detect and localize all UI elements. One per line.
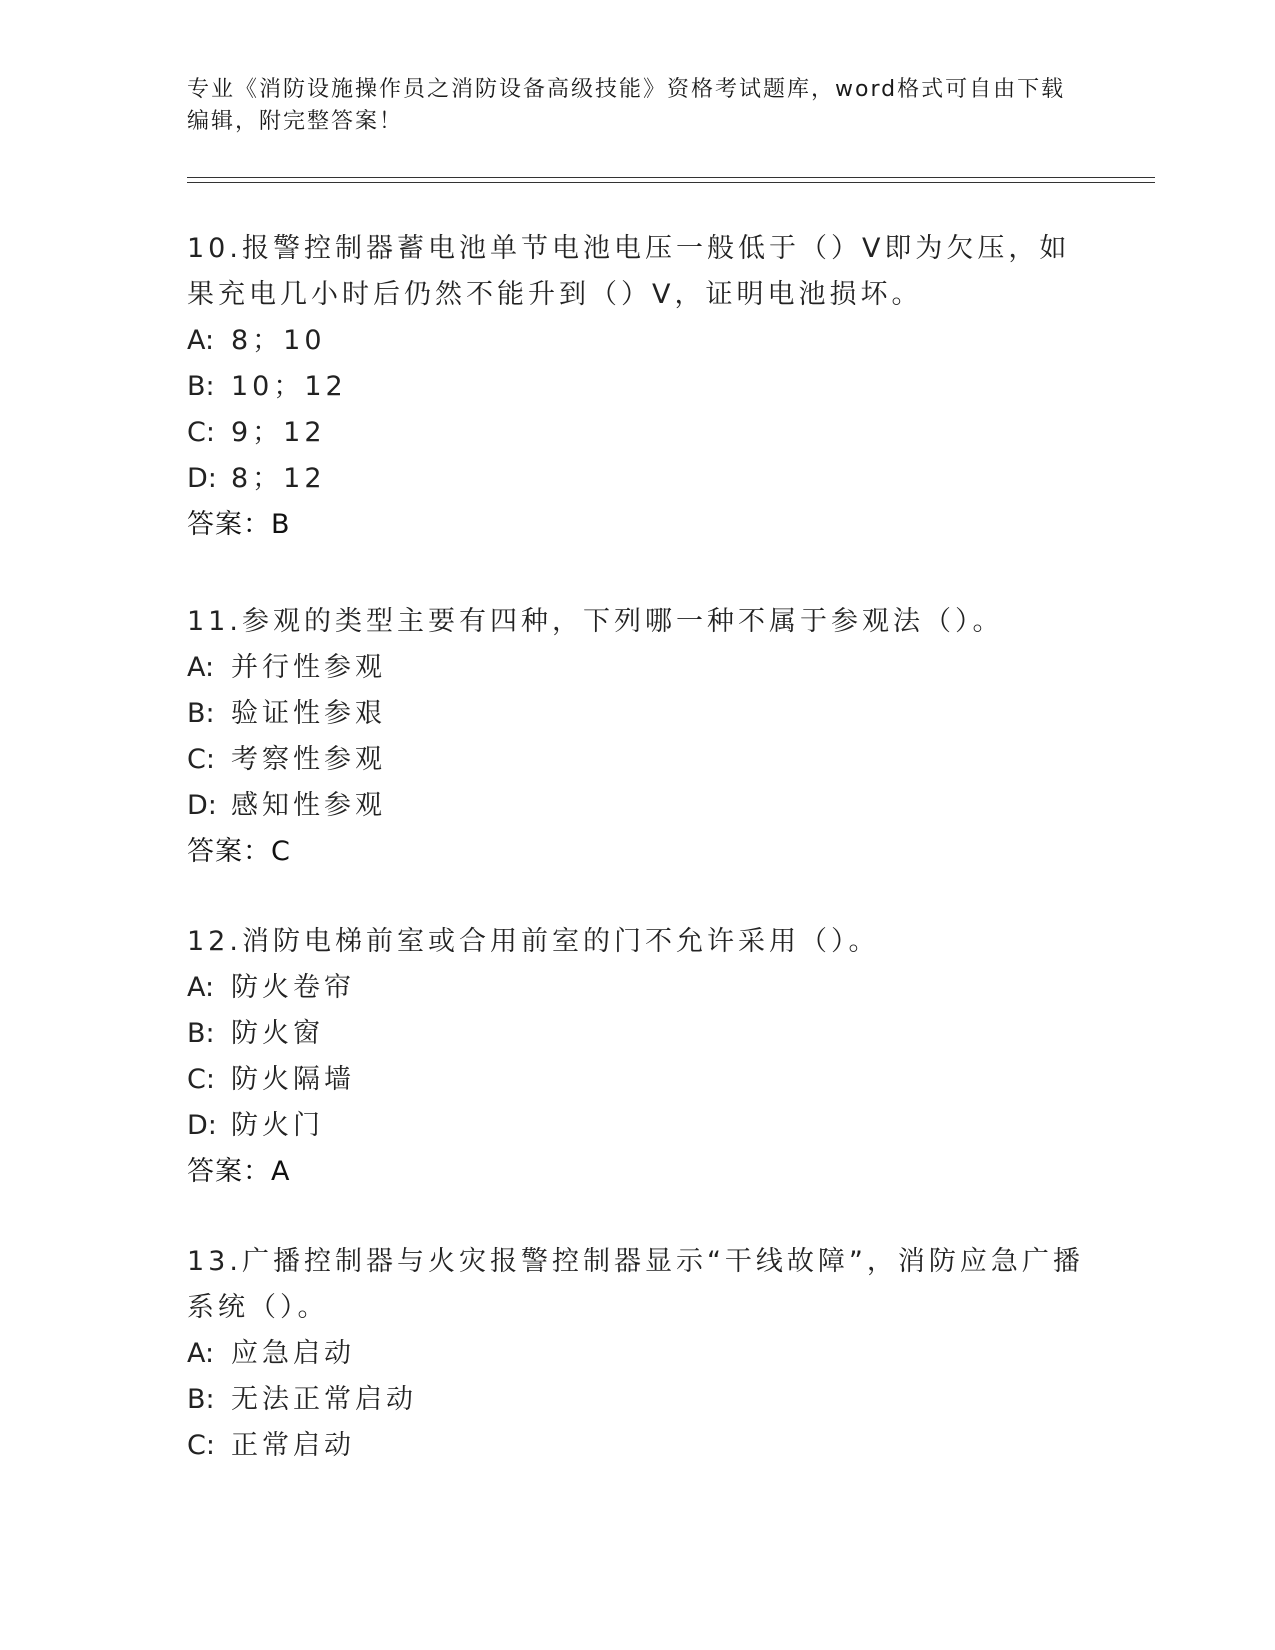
option-letter: A: — [187, 972, 215, 1003]
document-header: 专业《消防设施操作员之消防设备高级技能》资格考试题库，word格式可自由下载编辑，附完整答案！ — [187, 77, 1066, 134]
option-text: 10；12 — [231, 371, 347, 402]
question-stem: 12.消防电梯前室或合用前室的门不允许采用（）。 — [187, 926, 880, 957]
header-divider-bottom — [187, 182, 1155, 183]
option-letter: C: — [187, 1064, 215, 1095]
option-text: 9；12 — [231, 417, 326, 448]
question-stem: 10.报警控制器蓄电池单节电池电压一般低于（）V即为欠压，如果充电几小时后仍然不能升到（）V，证明电池损坏。 — [187, 233, 1071, 310]
option-c — [187, 1423, 1087, 1469]
option-text: 并行性参观 — [231, 652, 386, 683]
option-letter: A: — [187, 652, 215, 683]
option-d — [187, 1103, 1087, 1149]
option-a — [187, 645, 1087, 691]
answer-line: 答案：C — [187, 836, 291, 867]
option-letter: A: — [187, 325, 215, 356]
option-d — [187, 456, 1087, 502]
option-letter: A: — [187, 1338, 215, 1369]
option-text: 考察性参观 — [231, 744, 386, 775]
option-c — [187, 410, 1087, 456]
option-letter: C: — [187, 417, 215, 448]
option-letter: D: — [187, 1110, 217, 1141]
option-letter: D: — [187, 463, 217, 494]
option-text: 感知性参观 — [231, 790, 386, 821]
option-a — [187, 965, 1087, 1011]
option-letter: B: — [187, 1384, 215, 1415]
option-text: 正常启动 — [231, 1430, 355, 1461]
option-letter: D: — [187, 790, 217, 821]
option-letter: C: — [187, 1430, 215, 1461]
question-12 — [187, 919, 1087, 1195]
option-b — [187, 1011, 1087, 1057]
option-letter: B: — [187, 698, 215, 729]
option-b — [187, 1377, 1087, 1423]
option-c — [187, 737, 1087, 783]
option-a — [187, 318, 1087, 364]
option-text: 防火卷帘 — [231, 972, 355, 1003]
option-letter: C: — [187, 744, 215, 775]
question-10 — [187, 226, 1087, 548]
option-d — [187, 783, 1087, 829]
option-text: 防火隔墙 — [231, 1064, 355, 1095]
option-letter: B: — [187, 1018, 215, 1049]
option-text: 8；12 — [231, 463, 326, 494]
question-11 — [187, 599, 1087, 875]
option-text: 防火门 — [231, 1110, 324, 1141]
option-text: 验证性参艰 — [231, 698, 386, 729]
option-text: 防火窗 — [231, 1018, 324, 1049]
option-b — [187, 691, 1087, 737]
question-stem: 11.参观的类型主要有四种，下列哪一种不属于参观法（）。 — [187, 606, 1004, 637]
answer-line: 答案：B — [187, 509, 291, 540]
option-b — [187, 364, 1087, 410]
option-a — [187, 1331, 1087, 1377]
question-13 — [187, 1239, 1087, 1469]
question-stem: 13.广播控制器与火灾报警控制器显示“干线故障”，消防应急广播系统（）。 — [187, 1246, 1084, 1323]
option-text: 无法正常启动 — [231, 1384, 417, 1415]
option-text: 8；10 — [231, 325, 326, 356]
option-letter: B: — [187, 371, 215, 402]
answer-line: 答案：A — [187, 1156, 291, 1187]
header-divider-top — [187, 177, 1155, 178]
option-c — [187, 1057, 1087, 1103]
option-text: 应急启动 — [231, 1338, 355, 1369]
